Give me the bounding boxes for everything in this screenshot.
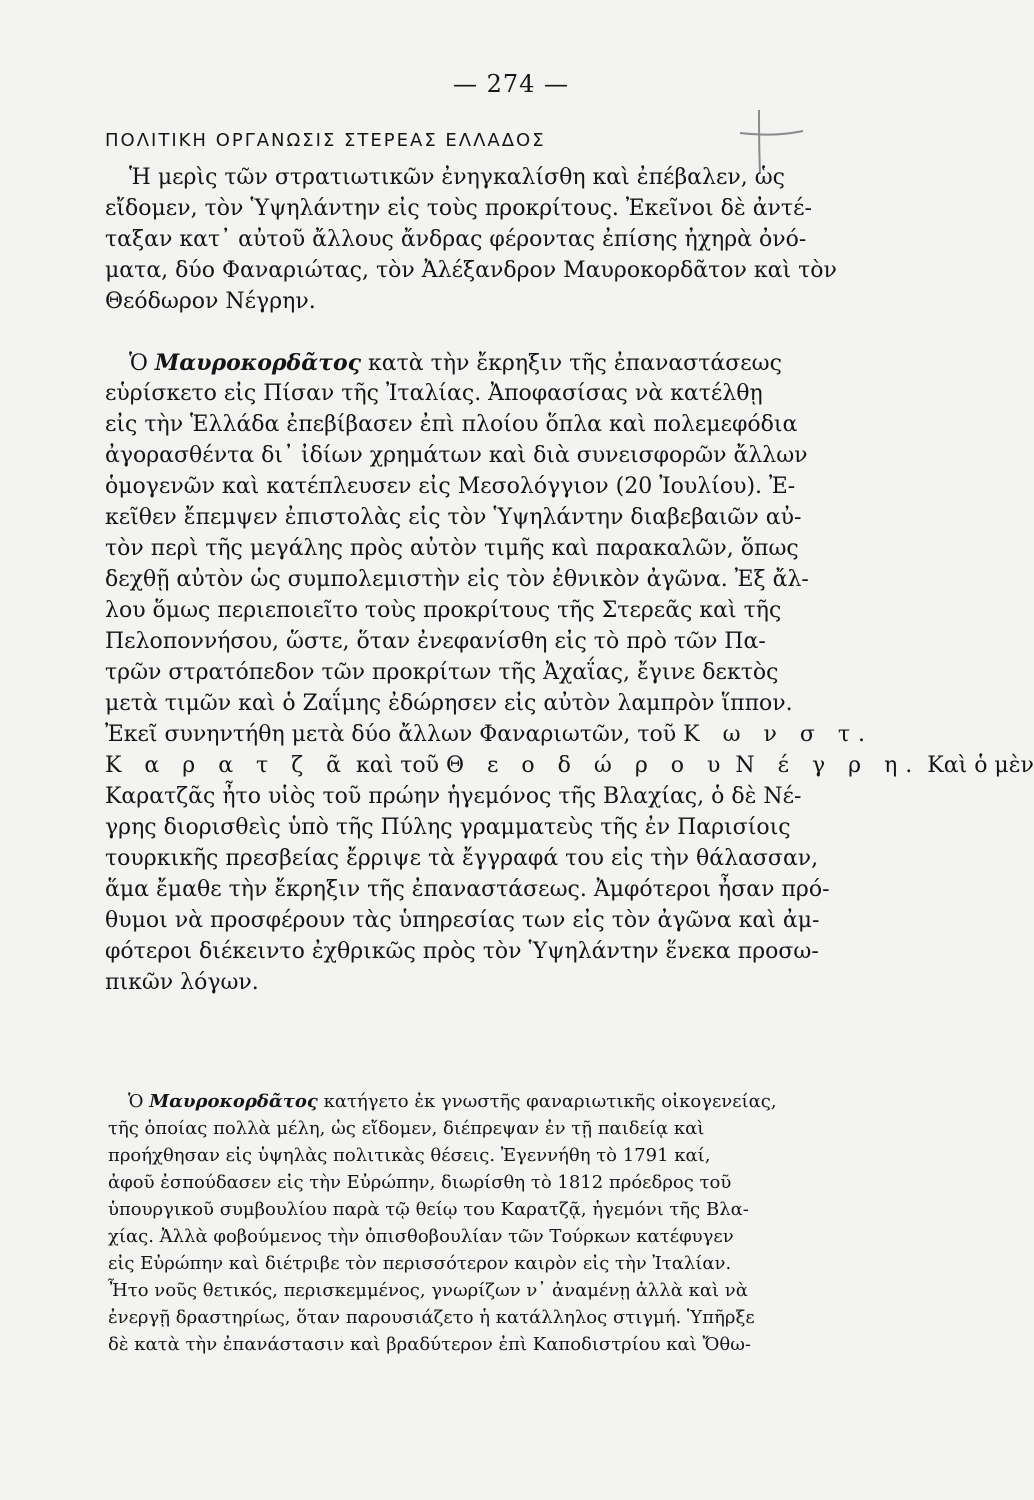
text-line-4: ματα, δύο Φαναριώτας, τὸν Ἀλέξανδρον Μαυροκορδᾶτον καὶ τὸν bbox=[105, 258, 837, 283]
text-line-9: εἰς τὴν Ἑλλάδα ἐπεβίβασεν ἐπὶ πλοίου ὅπλα καὶ πολεμεφόδια bbox=[105, 412, 798, 437]
footnote-line-8: Ἦτο νοῦς θετικός, περισκεμμένος, γνωρίζων ν᾽ ἀναμένῃ ἀλλὰ καὶ νὰ bbox=[108, 1280, 748, 1301]
text-line-17: τρῶν στρατόπεδον τῶν προκρίτων τῆς Ἀχαΐας, ἔγινε δεκτὸς bbox=[105, 660, 779, 685]
text-line-2: εἴδομεν, τὸν Ὑψηλάντην εἰς τοὺς προκρίτους. Ἐκεῖνοι δὲ ἀντέ- bbox=[105, 196, 812, 221]
karatza-connector: καὶ τοῦ bbox=[356, 753, 440, 778]
footnote-line-7: εἰς Εὐρώπην καὶ διέτριβε τὸν περισσότερον καιρὸν εἰς τὴν Ἰταλίαν. bbox=[108, 1253, 732, 1274]
footnote-name: Μαυροκορδᾶτος bbox=[149, 1091, 318, 1112]
footnote-intro: Ὁ bbox=[128, 1091, 144, 1112]
text-line-19 bbox=[105, 720, 873, 750]
footnote-line-10: δὲ κατὰ τὴν ἐπανάστασιν καὶ βραδύτερον ἐπὶ Καποδιστρίου καὶ Ὄθω- bbox=[108, 1334, 751, 1355]
text-line-26: θυμοι νὰ προσφέρουν τὰς ὑπηρεσίας των εἰς τὸν ἀγῶνα καὶ ἀμ- bbox=[105, 908, 820, 933]
mavrokordatos-rest: κατὰ τὴν ἔκρηξιν τῆς ἐπαναστάσεως bbox=[368, 351, 782, 376]
text-line-8: εὑρίσκετο εἰς Πίσαν τῆς Ἰταλίας. Ἀποφασίσας νὰ κατέλθῃ bbox=[105, 381, 763, 406]
running-header: ΠΟΛΙΤΙΚΗ ΟΡΓΑΝΩΣΙΣ ΣΤΕΡΕΑΣ ΕΛΛΑΔΟΣ bbox=[105, 130, 546, 151]
text-line-11: ὁμογενῶν καὶ κατέπλευσεν εἰς Μεσολόγγιον (20 Ἰουλίου). Ἐ- bbox=[105, 474, 796, 499]
footnote-line-9: ἐνεργῇ δραστηρίως, ὅταν παρουσιάζετο ἡ κατάλληλος στιγμή. Ὑπῆρξε bbox=[108, 1307, 755, 1328]
text-line-25: ἅμα ἔμαθε τὴν ἔκρηξιν τῆς ἐπαναστάσεως. Ἀμφότεροι ἦσαν πρό- bbox=[105, 877, 830, 902]
footnote-line-3: προήχθησαν εἰς ὑψηλὰς πολιτικὰς θέσεις. Ἐγεννήθη τὸ 1791 καί, bbox=[108, 1145, 711, 1166]
text-line-15: λου ὅμως περιεποιεῖτο τοὺς προκρίτους τῆς Στερεᾶς καὶ τῆς bbox=[105, 598, 782, 623]
theodorou-name: Θ ε ο δ ώ ρ ο υ bbox=[446, 753, 729, 778]
footnote-line-6: χίας. Ἀλλὰ φοβούμενος τὴν ὀπισθοβουλίαν τῶν Τούρκων κατέφυγεν bbox=[108, 1226, 734, 1247]
text-line-3: ταξαν κατ᾽ αὐτοῦ ἄλλους ἄνδρας φέροντας ἐπίσης ἠχηρὰ ὀνό- bbox=[105, 227, 807, 252]
line-19-text: Ἐκεῖ συνηντήθη μετὰ δύο ἄλλων Φαναριωτῶν, τοῦ bbox=[105, 722, 677, 747]
text-line-1: Ἡ μερὶς τῶν στρατιωτικῶν ἐνηγκαλίσθη καὶ ἐπέβαλεν, ὡς bbox=[129, 165, 785, 190]
text-line-27: φότεροι διέκειντο ἐχθρικῶς πρὸς τὸν Ὑψηλάντην ἕνεκα προσω- bbox=[105, 939, 819, 964]
footnote-line-5: ὑπουργικοῦ συμβουλίου παρὰ τῷ θείῳ του Καρατζᾷ, ἡγεμόνι τῆς Βλα- bbox=[108, 1199, 749, 1220]
text-line-18: μετὰ τιμῶν καὶ ὁ Ζαΐμης ἐδώρησεν εἰς αὐτὸν λαμπρὸν ἵππον. bbox=[105, 691, 793, 716]
text-line-12: κεῖθεν ἔπεμψεν ἐπιστολὰς εἰς τὸν Ὑψηλάντην διαβεβαιῶν αὐ- bbox=[105, 505, 802, 530]
karatza-tail: Καὶ ὁ μὲν bbox=[927, 753, 1034, 778]
page-number: — 274 — bbox=[452, 70, 570, 98]
text-line-22: Καρατζᾶς ἦτο υἱὸς τοῦ πρώην ἡγεμόνος τῆς Βλαχίας, ὁ δὲ Νέ- bbox=[105, 784, 802, 809]
text-line-28: πικῶν λόγων. bbox=[105, 970, 259, 995]
text-line-16: Πελοποννήσου, ὥστε, ὅταν ἐνεφανίσθη εἰς τὸ πρὸ τῶν Πα- bbox=[105, 629, 766, 654]
karatza-name: Κ α ρ α τ ζ ᾶ bbox=[105, 753, 349, 778]
mavrokordatos-intro: Ὁ bbox=[129, 351, 148, 376]
text-line-23: γρης διορισθεὶς ὑπὸ τῆς Πύλης γραμματεὺς τῆς ἐν Παρισίοις bbox=[105, 815, 791, 840]
text-line-24: τουρκικῆς πρεσβείας ἔρριψε τὰ ἔγγραφά του εἰς τὴν θάλασσαν, bbox=[105, 846, 819, 871]
footnote-first-rest: κατήγετο ἐκ γνωστῆς φαναριωτικῆς οἰκογενείας, bbox=[323, 1091, 777, 1112]
text-line-5: Θεόδωρον Νέγρην. bbox=[105, 289, 316, 314]
text-line-13: τὸν περὶ τῆς μεγάλης πρὸς αὐτὸν τιμῆς καὶ παρακαλῶν, ὅπως bbox=[105, 536, 799, 561]
text-line-mavrokordatos-intro bbox=[129, 348, 782, 378]
footnote-line-2: τῆς ὁποίας πολλὰ μέλη, ὡς εἴδομεν, διέπρεψαν ἐν τῇ παιδείᾳ καὶ bbox=[108, 1118, 705, 1139]
mavrokordatos-name: Μαυροκορδᾶτος bbox=[154, 350, 362, 376]
konst-name: Κ ω ν σ τ. bbox=[683, 722, 874, 747]
text-line-14: δεχθῇ αὐτὸν ὡς συμπολεμιστὴν εἰς τὸν ἐθνικὸν ἀγῶνα. Ἐξ ἄλ- bbox=[105, 567, 809, 592]
footnote-line-1 bbox=[128, 1089, 777, 1115]
text-line-10: ἀγορασθέντα δι᾽ ἰδίων χρημάτων καὶ διὰ συνεισφορῶν ἄλλων bbox=[105, 443, 808, 468]
text-line-20 bbox=[105, 751, 1034, 781]
negri-name: Ν έ γ ρ η. bbox=[735, 753, 921, 778]
footnote-line-4: ἀφοῦ ἐσπούδασεν εἰς τὴν Εὐρώπην, διωρίσθη τὸ 1812 πρόεδρος τοῦ bbox=[108, 1172, 732, 1193]
